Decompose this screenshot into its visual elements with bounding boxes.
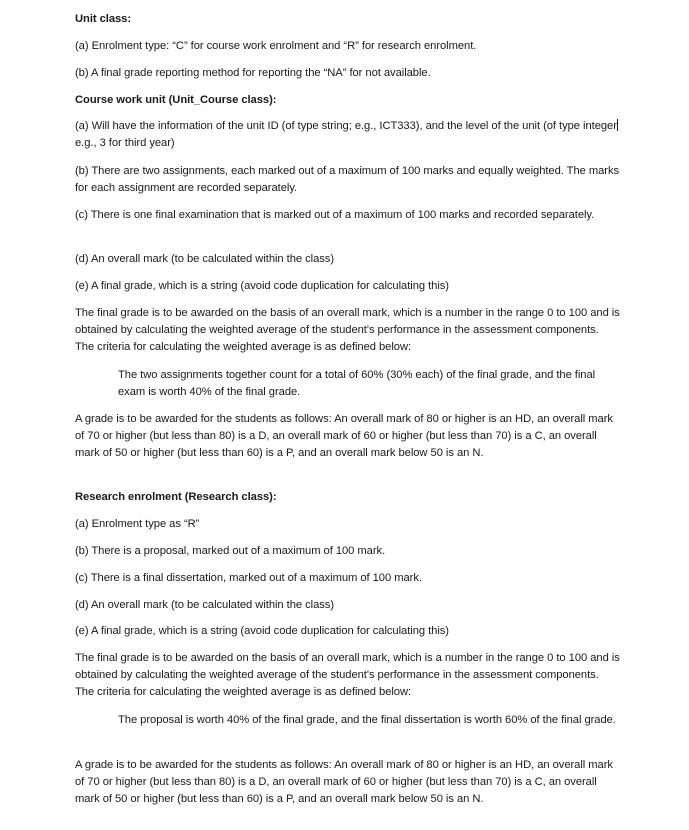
course-item-d: (d) An overall mark (to be calculated within the class) <box>75 253 335 265</box>
research-weights-paragraph: The proposal is worth 40% of the final grade, and the final dissertation is worth 60% of the final grade. <box>118 714 616 726</box>
course-work-heading: Course work unit (Unit_Course class): <box>75 94 277 106</box>
course-weights-paragraph: The two assignments together count for a total of 60% (30% each) of the final grade, and the final exam is worth 40% of the final grade. <box>118 369 596 398</box>
research-item-b: (b) There is a proposal, marked out of a maximum of 100 mark. <box>75 545 386 557</box>
course-grades-paragraph: A grade is to be awarded for the students as follows: An overall mark of 80 or higher is an HD, an overall mark of 70 or higher (but less than 80) is a D, an overall mark of 60 or higher (but less than 70) is a C, an overall mark of 50 or higher (but less than 60) is a P, and an overall mark below 50 is an N. <box>75 413 613 459</box>
unit-item-b: (b) A final grade reporting method for reporting the “NA” for not available. <box>75 67 431 79</box>
course-item-a-part1: (a) Will have the information of the unit ID (of type string; e.g., ICT333), and the level of the unit (of type integer <box>75 120 617 132</box>
research-item-a: (a) Enrolment type as “R” <box>75 518 200 530</box>
research-grades-paragraph: A grade is to be awarded for the students as follows: An overall mark of 80 or higher is an HD, an overall mark of 70 or higher (but less than 80) is a D, an overall mark of 60 or higher (but less than 70) is a C, an overall mark of 50 or higher (but less than 60) is a P, and an overall mark below 50 is an N. <box>75 759 613 805</box>
unit-class-heading: Unit class: <box>75 13 132 25</box>
text-cursor <box>617 119 618 131</box>
research-item-d: (d) An overall mark (to be calculated within the class) <box>75 599 335 611</box>
course-item-a-part2: e.g., 3 for third year) <box>75 137 175 149</box>
course-item-a <box>75 118 620 152</box>
course-item-e: (e) A final grade, which is a string (avoid code duplication for calculating this) <box>75 280 449 292</box>
research-item-c: (c) There is a final dissertation, marked out of a maximum of 100 mark. <box>75 572 422 584</box>
course-item-b: (b) There are two assignments, each marked out of a maximum of 100 marks and equally weighted. The marks for each assignment are recorded separately. <box>75 165 620 194</box>
unit-item-a: (a) Enrolment type: “C” for course work enrolment and “R” for research enrolment. <box>75 40 477 52</box>
course-item-c: (c) There is one final examination that is marked out of a maximum of 100 marks and recorded separately. <box>75 209 595 221</box>
research-final-grade-paragraph: The final grade is to be awarded on the basis of an overall mark, which is a number in the range 0 to 100 and is obtained by calculating the weighted average of the student's performance in the assessment components. The criteria for calculating the weighted average is as defined below: <box>75 652 620 698</box>
research-heading: Research enrolment (Research class): <box>75 491 277 503</box>
course-final-grade-paragraph: The final grade is to be awarded on the basis of an overall mark, which is a number in the range 0 to 100 and is obtained by calculating the weighted average of the student's performance in the assessment components. The criteria for calculating the weighted average is as defined below: <box>75 307 620 353</box>
research-item-e: (e) A final grade, which is a string (avoid code duplication for calculating this) <box>75 625 449 637</box>
